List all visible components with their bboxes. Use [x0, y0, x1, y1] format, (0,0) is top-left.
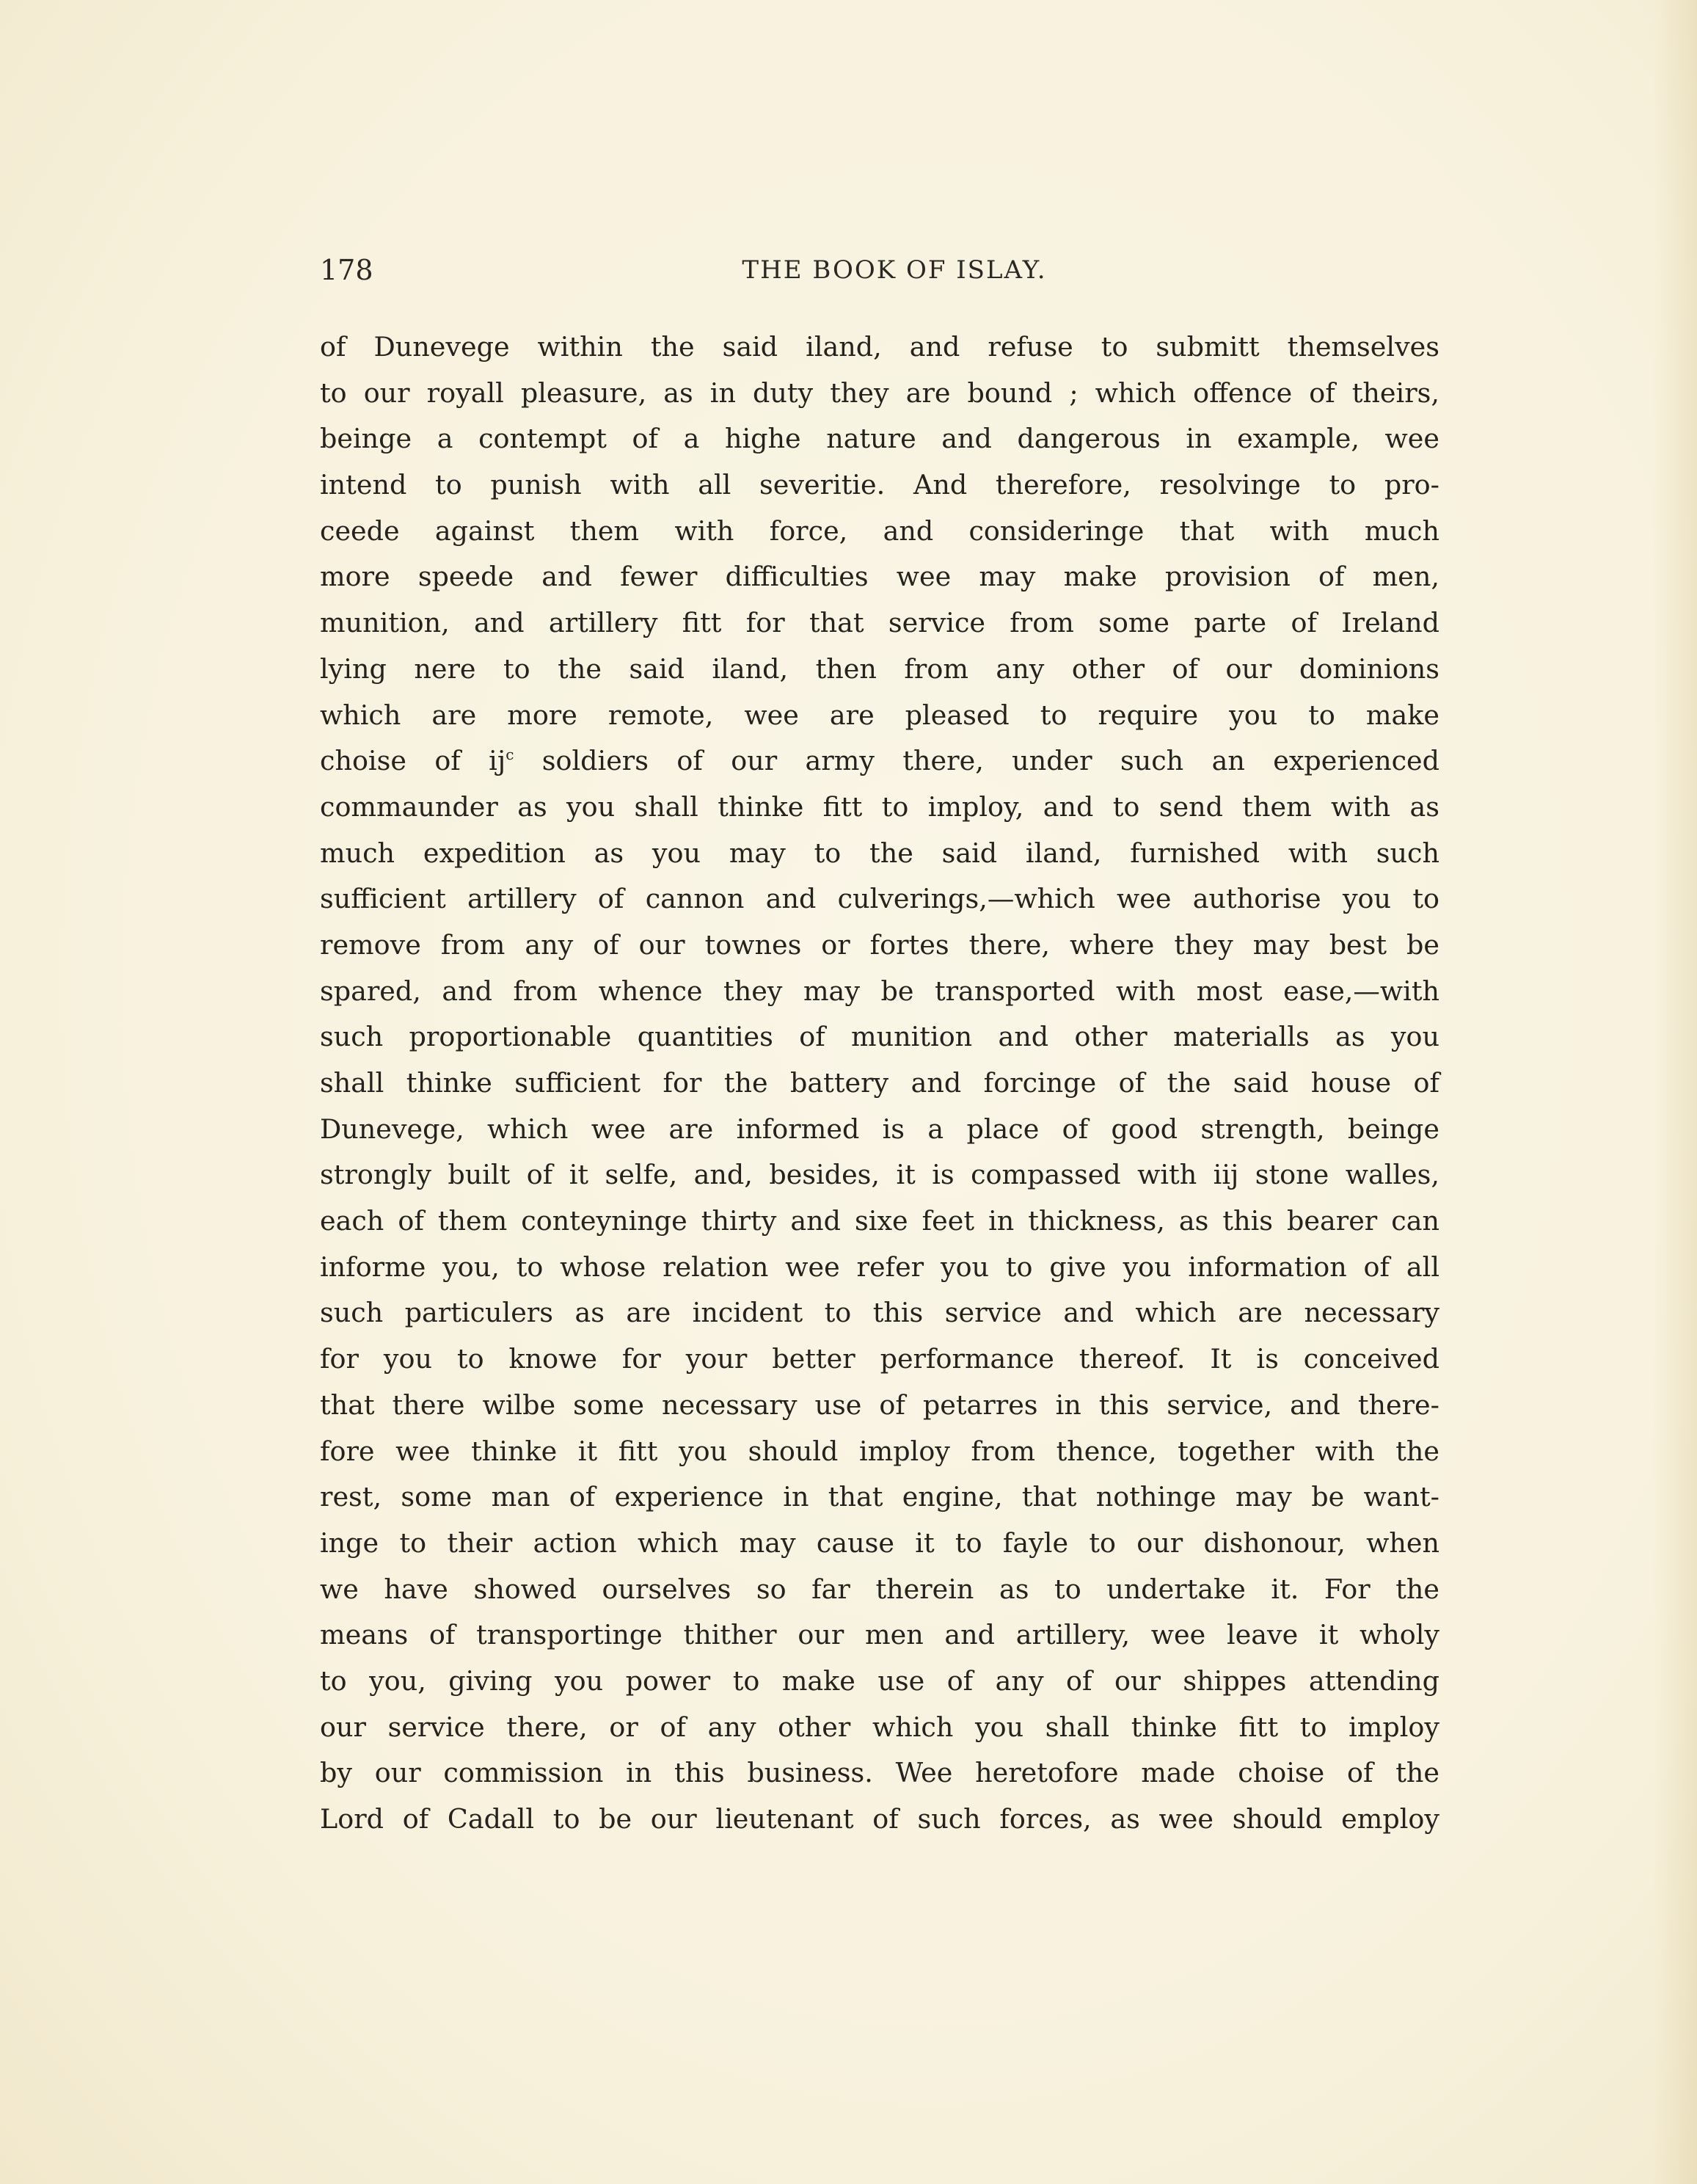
page-header — [320, 248, 1439, 292]
body-text — [320, 324, 1439, 1843]
text-line: much expedition as you may to the said iland, furnished with such — [320, 837, 1439, 869]
text-line: sufficient artillery of cannon and culverings,—which wee authorise you to — [320, 883, 1439, 915]
superscript: c — [506, 746, 514, 764]
text-line: rest, some man of experience in that engine, that nothinge may be want- — [320, 1481, 1439, 1513]
page-edge-shadow — [1653, 0, 1697, 2184]
text-line: beinge a contempt of a highe nature and dangerous in example, wee — [320, 423, 1439, 455]
text-line: to you, giving you power to make use of any of our shippes attending — [320, 1664, 1439, 1697]
text-line: which are more remote, wee are pleased to require you to make — [320, 699, 1439, 731]
text-line: that there wilbe some necessary use of petarres in this service, and there- — [320, 1388, 1439, 1421]
text-line: means of transportinge thither our men and artillery, wee leave it wholy — [320, 1619, 1439, 1651]
text-line: of Dunevege within the said iland, and refuse to submitt themselves — [320, 331, 1439, 363]
text-line: informe you, to whose relation wee refer you to give you information of all — [320, 1251, 1439, 1283]
text-line: inge to their action which may cause it to fayle to our dishonour, when — [320, 1526, 1439, 1559]
text-line: by our commission in this business. Wee heretofore made choise of the — [320, 1757, 1439, 1789]
text-line: for you to knowe for your better performance thereof. It is conceived — [320, 1343, 1439, 1375]
text-line: Dunevege, which wee are informed is a place of good strength, beinge — [320, 1113, 1439, 1145]
text-line: we have showed ourselves so far therein as to undertake it. For the — [320, 1573, 1439, 1605]
text-line: strongly built of it selfe, and, besides, it is compassed with iij stone walles, — [320, 1159, 1439, 1191]
text-line: fore wee thinke it fitt you should imploy from thence, together with the — [320, 1435, 1439, 1467]
text-line-part: soldiers of our army there, under such an experienced — [514, 745, 1440, 777]
text-line: Lord of Cadall to be our lieutenant of such forces, as wee should employ — [320, 1803, 1439, 1835]
text-line: each of them conteyninge thirty and sixe feet in thickness, as this bearer can — [320, 1205, 1439, 1237]
text-line-part: choise of ij — [320, 745, 506, 777]
text-line — [320, 738, 1439, 785]
page-number: 178 — [320, 254, 373, 286]
text-line: such particulers as are incident to this service and which are necessary — [320, 1297, 1439, 1329]
text-line: ceede against them with force, and consideringe that with much — [320, 514, 1439, 547]
text-line: to our royall pleasure, as in duty they are bound ; which offence of theirs, — [320, 376, 1439, 409]
text-line: such proportionable quantities of munition and other materialls as you — [320, 1021, 1439, 1053]
text-line: munition, and artillery fitt for that service from some parte of Ireland — [320, 607, 1439, 639]
running-head: THE BOOK OF ISLAY. — [742, 255, 1047, 285]
text-line: shall thinke sufficient for the battery and forcinge of the said house of — [320, 1067, 1439, 1099]
text-line: spared, and from whence they may be transported with most ease,—with — [320, 975, 1439, 1007]
text-line: remove from any of our townes or fortes there, where they may best be — [320, 928, 1439, 961]
text-line: commaunder as you shall thinke fitt to imploy, and to send them with as — [320, 790, 1439, 823]
text-line: lying nere to the said iland, then from any other of our dominions — [320, 652, 1439, 685]
text-line: intend to punish with all severitie. And therefore, resolvinge to pro- — [320, 469, 1439, 501]
text-line: our service there, or of any other which you shall thinke fitt to imploy — [320, 1711, 1439, 1743]
text-line: more speede and fewer difficulties wee may make provision of men, — [320, 561, 1439, 593]
